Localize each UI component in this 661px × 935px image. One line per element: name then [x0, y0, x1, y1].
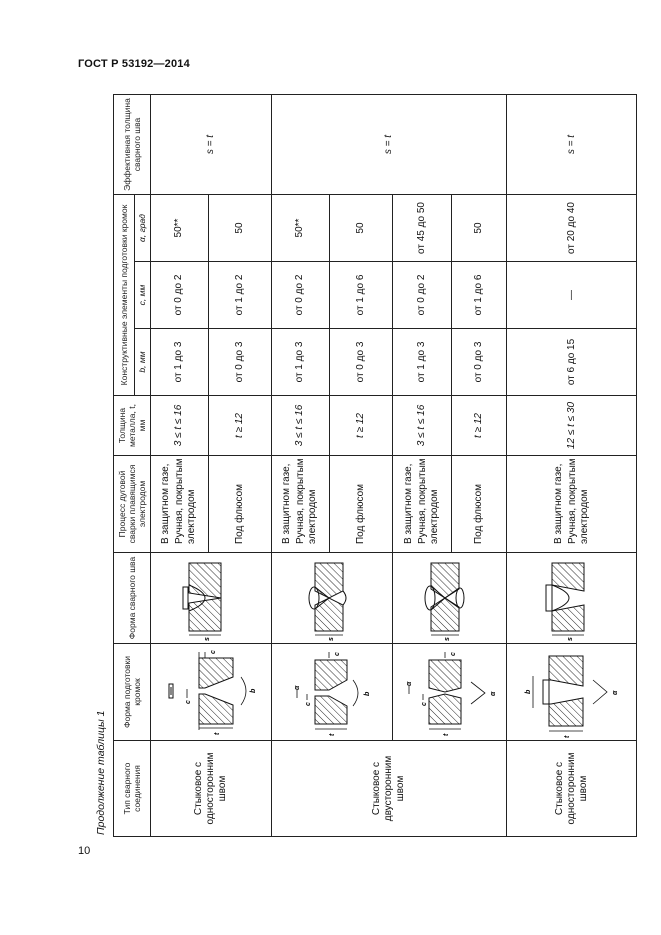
welding-table — [113, 94, 637, 837]
b-cell: от 1 до 3 — [393, 329, 451, 396]
svg-text:s: s — [328, 637, 336, 641]
col-b: b, мм — [134, 329, 150, 396]
b-cell: от 1 до 3 — [150, 329, 208, 396]
prep-diagram — [272, 644, 393, 741]
label-b: b — [250, 688, 258, 693]
process-cell: Под флюсом — [329, 456, 393, 553]
c-cell: от 0 до 2 — [272, 262, 330, 329]
col-elements-group: Конструктивные элементы подготовки кромок — [114, 195, 135, 396]
col-type: Тип сварного соединения — [114, 741, 151, 837]
thickness-cell: 3 ≤ t ≤ 16 — [150, 396, 208, 456]
process-cell: В защитном газе, Ручная, покрытым электродом — [272, 456, 330, 553]
svg-text:c: c — [420, 702, 428, 706]
col-process: Процесс дуговой сварки плавящимся электродом — [114, 456, 151, 553]
table-continuation-caption: Продолжение таблицы 1 — [95, 710, 107, 835]
label-c: c — [210, 650, 218, 654]
c-cell: от 0 до 2 — [393, 262, 451, 329]
alpha-cell: 50** — [272, 195, 330, 262]
process-cell: Под флюсом — [208, 456, 272, 553]
c-cell: от 1 до 6 — [451, 262, 507, 329]
process-cell: В защитном газе, Ручная, покрытым электродом — [393, 456, 451, 553]
svg-text:b: b — [364, 691, 372, 696]
eff-cell: s = t — [507, 95, 637, 195]
alpha-cell: 50 — [329, 195, 393, 262]
svg-text:α: α — [294, 685, 302, 690]
c-cell: от 1 до 2 — [208, 262, 272, 329]
col-c: c, мм — [134, 262, 150, 329]
svg-text:c: c — [305, 702, 313, 706]
svg-text:t: t — [329, 733, 337, 736]
b-cell: от 6 до 15 — [507, 329, 637, 396]
thickness-cell: 12 ≤ t ≤ 30 — [507, 396, 637, 456]
weld-diagram — [150, 553, 271, 644]
standard-header: ГОСТ Р 53192—2014 — [78, 58, 190, 70]
c-cell: от 0 до 2 — [150, 262, 208, 329]
col-alpha: α, град — [134, 195, 150, 262]
col-eff: Эффективная толщина сварного шва — [114, 95, 151, 195]
thickness-cell: 3 ≤ t ≤ 16 — [393, 396, 451, 456]
weld-diagram — [272, 553, 393, 644]
prep-diagram — [507, 644, 637, 741]
type-cell: Стыковое с односторонним швом — [150, 741, 271, 837]
svg-text:α: α — [489, 691, 497, 696]
label-t: t — [214, 732, 222, 735]
b-cell: от 1 до 3 — [272, 329, 330, 396]
col-prep-form: Форма подготовки кромок — [114, 644, 151, 741]
process-cell: В защитном газе, Ручная, покрытым электродом — [507, 456, 637, 553]
type-cell: Стыковое с односторонним швом — [507, 741, 637, 837]
process-cell: В защитном газе, Ручная, покрытым электродом — [150, 456, 208, 553]
svg-text:b: b — [524, 689, 532, 694]
alpha-cell: 50 — [451, 195, 507, 262]
weld-diagram — [507, 553, 637, 644]
svg-text:t: t — [563, 735, 571, 738]
page-number: 10 — [78, 845, 91, 857]
thickness-cell: 3 ≤ t ≤ 16 — [272, 396, 330, 456]
b-cell: от 0 до 3 — [329, 329, 393, 396]
type-cell: Стыковое с двусторонним швом — [272, 741, 507, 837]
alpha-cell: от 45 до 50 — [393, 195, 451, 262]
eff-cell: s = t — [150, 95, 271, 195]
svg-text:α: α — [405, 681, 413, 686]
table-row — [393, 95, 451, 837]
label-c-top: c — [185, 700, 193, 704]
alpha-cell: от 20 до 40 — [507, 195, 637, 262]
process-cell: Под флюсом — [451, 456, 507, 553]
c-cell: — — [507, 262, 637, 329]
svg-text:c: c — [334, 652, 342, 656]
weld-diagram — [393, 553, 507, 644]
table-row — [150, 95, 208, 837]
c-cell: от 1 до 6 — [329, 262, 393, 329]
prep-diagram — [393, 644, 507, 741]
eff-cell: s = t — [272, 95, 507, 195]
col-weld-form: Форма сварного шва — [114, 553, 151, 644]
table-row — [272, 95, 330, 837]
table-row — [507, 95, 637, 837]
alpha-cell: 50 — [208, 195, 272, 262]
alpha-cell: 50** — [150, 195, 208, 262]
col-thickness: Толщина металла, t, мм — [114, 396, 151, 456]
svg-text:t: t — [442, 733, 450, 736]
b-cell: от 0 до 3 — [451, 329, 507, 396]
svg-text:c: c — [449, 652, 457, 656]
thickness-cell: t ≥ 12 — [329, 396, 393, 456]
thickness-cell: t ≥ 12 — [208, 396, 272, 456]
svg-text:s: s — [443, 637, 451, 641]
rotated-table-block — [95, 95, 637, 837]
thickness-cell: t ≥ 12 — [451, 396, 507, 456]
svg-text:α: α — [611, 690, 619, 695]
label-s: s — [204, 637, 212, 641]
prep-diagram — [150, 644, 271, 741]
b-cell: от 0 до 3 — [208, 329, 272, 396]
svg-text:s: s — [566, 637, 574, 641]
